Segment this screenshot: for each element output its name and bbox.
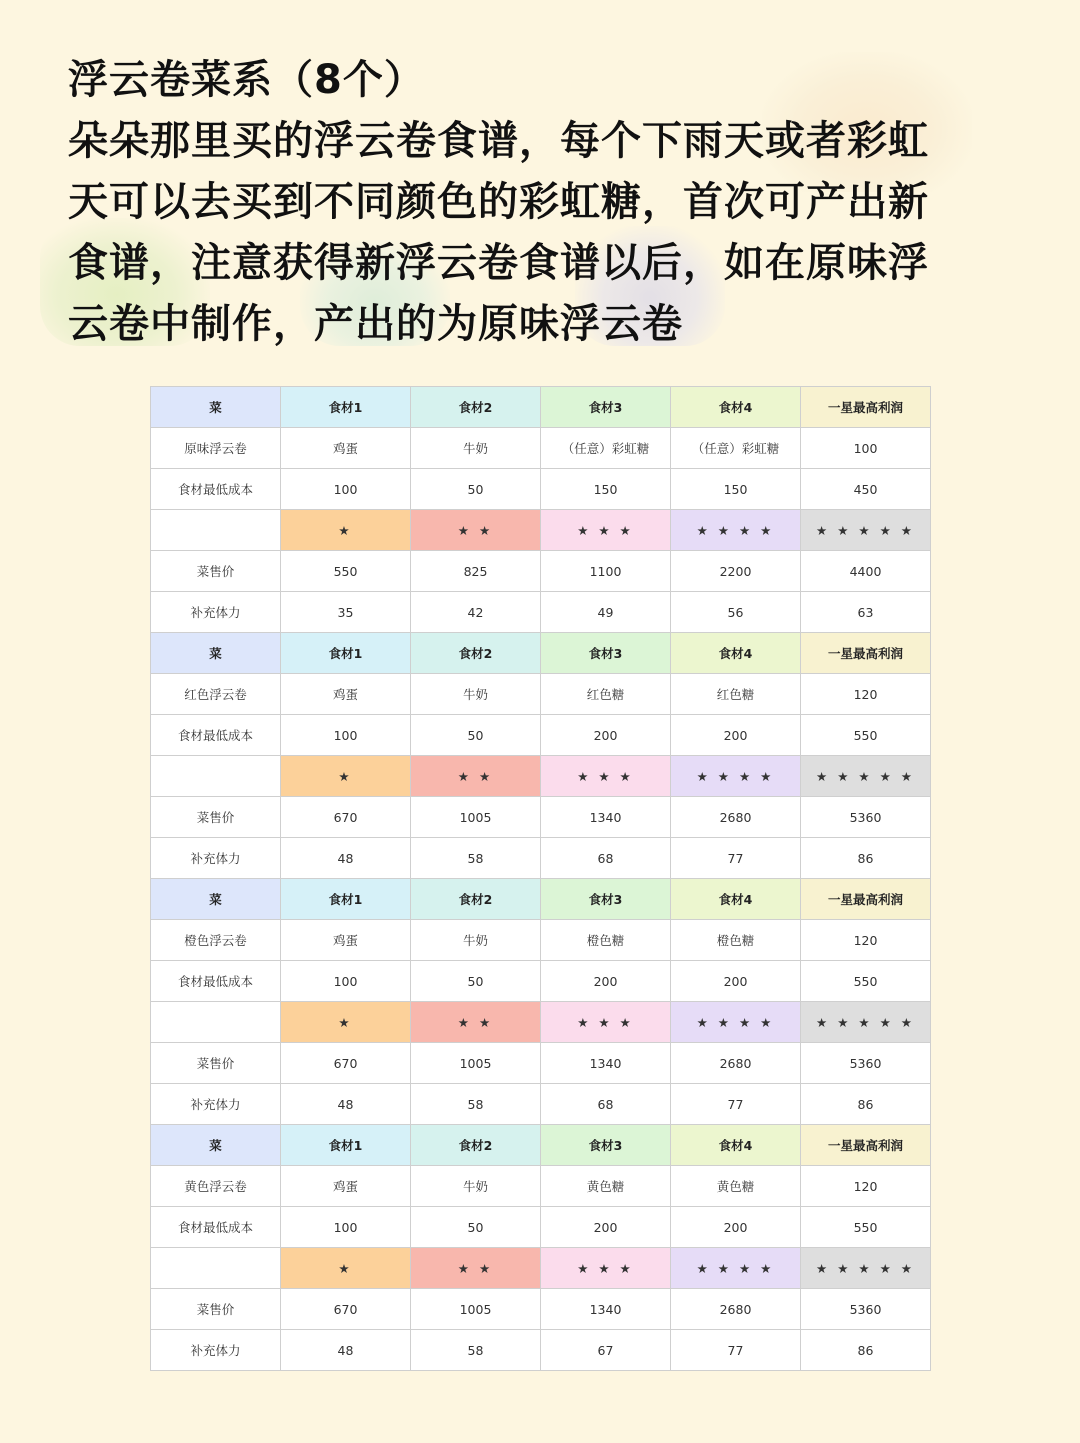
header-cell: 食材2 xyxy=(411,387,541,428)
star-row-label-cell xyxy=(151,510,281,551)
dish-row xyxy=(151,920,931,961)
table-cell: 200 xyxy=(671,1207,801,1248)
table-cell: 63 xyxy=(801,592,931,633)
table-cell: 5360 xyxy=(801,1289,931,1330)
star-row-label-cell xyxy=(151,756,281,797)
price-row xyxy=(151,797,931,838)
table-cell: 1340 xyxy=(541,1043,671,1084)
header-cell: 菜 xyxy=(151,633,281,674)
star-row xyxy=(151,756,931,797)
table-cell: 100 xyxy=(281,469,411,510)
table-cell: 橙色糖 xyxy=(671,920,801,961)
table-cell: 68 xyxy=(541,838,671,879)
cost-row xyxy=(151,961,931,1002)
table-cell: 1340 xyxy=(541,797,671,838)
table-cell: 黄色糖 xyxy=(671,1166,801,1207)
star-icon: ★ ★ xyxy=(411,756,541,797)
star-icon: ★ ★ xyxy=(411,1248,541,1289)
table-cell: （任意）彩虹糖 xyxy=(541,428,671,469)
star-row xyxy=(151,1002,931,1043)
star-icon: ★ xyxy=(281,1002,411,1043)
cost-row xyxy=(151,469,931,510)
table-cell: 鸡蛋 xyxy=(281,428,411,469)
star-row-label-cell xyxy=(151,1002,281,1043)
header-cell: 食材3 xyxy=(541,879,671,920)
table-cell: 食材最低成本 xyxy=(151,469,281,510)
table-cell: 黄色浮云卷 xyxy=(151,1166,281,1207)
table-cell: 120 xyxy=(801,920,931,961)
table-cell: 黄色糖 xyxy=(541,1166,671,1207)
table-cell: 100 xyxy=(801,428,931,469)
header-cell: 食材1 xyxy=(281,633,411,674)
table-cell: 150 xyxy=(541,469,671,510)
star-icon: ★ ★ ★ ★ xyxy=(671,1002,801,1043)
table-cell: 牛奶 xyxy=(411,1166,541,1207)
table-cell: 1340 xyxy=(541,1289,671,1330)
table-cell: 58 xyxy=(411,838,541,879)
table-cell: 食材最低成本 xyxy=(151,715,281,756)
table-cell: 200 xyxy=(541,961,671,1002)
table-cell: 2680 xyxy=(671,1043,801,1084)
table-cell: 鸡蛋 xyxy=(281,674,411,715)
table-cell: 48 xyxy=(281,1330,411,1371)
heading-line-2: 朵朵那里买的浮云卷食谱，每个下雨天或者彩虹 xyxy=(68,118,929,164)
cost-row xyxy=(151,715,931,756)
table-cell: 食材最低成本 xyxy=(151,1207,281,1248)
stamina-row xyxy=(151,1084,931,1125)
table-cell: 550 xyxy=(281,551,411,592)
star-icon: ★ ★ ★ ★ xyxy=(671,756,801,797)
table-cell: 550 xyxy=(801,961,931,1002)
star-icon: ★ ★ ★ ★ ★ xyxy=(801,510,931,551)
star-icon: ★ ★ ★ ★ ★ xyxy=(801,1002,931,1043)
star-icon: ★ ★ ★ ★ xyxy=(671,510,801,551)
header-cell: 菜 xyxy=(151,387,281,428)
dish-row xyxy=(151,674,931,715)
table-cell: 49 xyxy=(541,592,671,633)
table-header-row xyxy=(151,879,931,920)
stamina-row xyxy=(151,592,931,633)
table-cell: 200 xyxy=(541,715,671,756)
page-heading xyxy=(68,50,1028,355)
table-cell: 菜售价 xyxy=(151,1043,281,1084)
header-cell: 食材3 xyxy=(541,1125,671,1166)
table-cell: 2680 xyxy=(671,797,801,838)
star-icon: ★ ★ xyxy=(411,510,541,551)
table-cell: 5360 xyxy=(801,797,931,838)
star-row-label-cell xyxy=(151,1248,281,1289)
table-cell: 450 xyxy=(801,469,931,510)
table-cell: 50 xyxy=(411,469,541,510)
header-cell: 食材4 xyxy=(671,633,801,674)
header-cell: 食材3 xyxy=(541,387,671,428)
table-cell: 670 xyxy=(281,1043,411,1084)
table-cell: 菜售价 xyxy=(151,551,281,592)
table-cell: 50 xyxy=(411,1207,541,1248)
star-icon: ★ ★ ★ xyxy=(541,1248,671,1289)
table-cell: 菜售价 xyxy=(151,1289,281,1330)
heading-line-3: 天可以去买到不同颜色的彩虹糖，首次可产出新 xyxy=(68,179,929,225)
header-cell: 食材1 xyxy=(281,879,411,920)
star-icon: ★ ★ ★ xyxy=(541,510,671,551)
star-row xyxy=(151,1248,931,1289)
table-cell: 食材最低成本 xyxy=(151,961,281,1002)
header-cell: 食材2 xyxy=(411,879,541,920)
star-icon: ★ ★ ★ xyxy=(541,1002,671,1043)
table-cell: 550 xyxy=(801,1207,931,1248)
table-cell: 1005 xyxy=(411,1289,541,1330)
table-cell: 红色糖 xyxy=(671,674,801,715)
table-cell: 5360 xyxy=(801,1043,931,1084)
header-cell: 食材2 xyxy=(411,1125,541,1166)
price-row xyxy=(151,1289,931,1330)
table-cell: 200 xyxy=(671,715,801,756)
table-cell: 牛奶 xyxy=(411,674,541,715)
table-cell: 50 xyxy=(411,715,541,756)
table-cell: 120 xyxy=(801,674,931,715)
table-cell: 48 xyxy=(281,1084,411,1125)
heading-line-1: 浮云卷菜系（8个） xyxy=(68,57,425,103)
recipe-table xyxy=(150,386,931,1371)
table-cell: 100 xyxy=(281,715,411,756)
header-cell: 食材4 xyxy=(671,387,801,428)
table-cell: 77 xyxy=(671,1084,801,1125)
star-icon: ★ ★ ★ ★ ★ xyxy=(801,1248,931,1289)
header-cell: 一星最高利润 xyxy=(801,1125,931,1166)
table-cell: 橙色浮云卷 xyxy=(151,920,281,961)
header-cell: 一星最高利润 xyxy=(801,633,931,674)
table-cell: 100 xyxy=(281,1207,411,1248)
table-cell: 48 xyxy=(281,838,411,879)
star-row xyxy=(151,510,931,551)
table-cell: 86 xyxy=(801,1330,931,1371)
table-cell: 补充体力 xyxy=(151,592,281,633)
table-cell: 牛奶 xyxy=(411,920,541,961)
table-cell: 670 xyxy=(281,797,411,838)
table-cell: 1100 xyxy=(541,551,671,592)
star-icon: ★ xyxy=(281,756,411,797)
table-cell: 68 xyxy=(541,1084,671,1125)
table-cell: 50 xyxy=(411,961,541,1002)
table-cell: 补充体力 xyxy=(151,838,281,879)
header-cell: 食材3 xyxy=(541,633,671,674)
table-cell: 56 xyxy=(671,592,801,633)
table-cell: 补充体力 xyxy=(151,1330,281,1371)
star-icon: ★ ★ ★ xyxy=(541,756,671,797)
star-icon: ★ xyxy=(281,1248,411,1289)
stamina-row xyxy=(151,1330,931,1371)
table-cell: 2200 xyxy=(671,551,801,592)
stamina-row xyxy=(151,838,931,879)
table-cell: 120 xyxy=(801,1166,931,1207)
header-cell: 一星最高利润 xyxy=(801,387,931,428)
table-cell: 550 xyxy=(801,715,931,756)
table-cell: 200 xyxy=(541,1207,671,1248)
table-cell: 补充体力 xyxy=(151,1084,281,1125)
table-cell: 100 xyxy=(281,961,411,1002)
table-cell: 鸡蛋 xyxy=(281,920,411,961)
table-cell: 4400 xyxy=(801,551,931,592)
table-header-row xyxy=(151,387,931,428)
dish-row xyxy=(151,428,931,469)
table-cell: 35 xyxy=(281,592,411,633)
table-cell: 77 xyxy=(671,1330,801,1371)
table-cell: 2680 xyxy=(671,1289,801,1330)
table-cell: 牛奶 xyxy=(411,428,541,469)
table-cell: 鸡蛋 xyxy=(281,1166,411,1207)
price-row xyxy=(151,1043,931,1084)
star-icon: ★ ★ ★ ★ xyxy=(671,1248,801,1289)
header-cell: 食材1 xyxy=(281,1125,411,1166)
star-icon: ★ ★ ★ ★ ★ xyxy=(801,756,931,797)
table-cell: 1005 xyxy=(411,797,541,838)
table-cell: 77 xyxy=(671,838,801,879)
header-cell: 一星最高利润 xyxy=(801,879,931,920)
header-cell: 食材2 xyxy=(411,633,541,674)
table-cell: 菜售价 xyxy=(151,797,281,838)
header-cell: 菜 xyxy=(151,1125,281,1166)
header-cell: 食材4 xyxy=(671,1125,801,1166)
header-cell: 食材1 xyxy=(281,387,411,428)
star-icon: ★ ★ xyxy=(411,1002,541,1043)
table-cell: 红色浮云卷 xyxy=(151,674,281,715)
price-row xyxy=(151,551,931,592)
heading-line-5: 云卷中制作，产出的为原味浮云卷 xyxy=(68,301,683,347)
table-cell: 原味浮云卷 xyxy=(151,428,281,469)
table-cell: 670 xyxy=(281,1289,411,1330)
table-cell: 825 xyxy=(411,551,541,592)
table-cell: （任意）彩虹糖 xyxy=(671,428,801,469)
table-cell: 58 xyxy=(411,1330,541,1371)
table-header-row xyxy=(151,1125,931,1166)
table-cell: 200 xyxy=(671,961,801,1002)
table-cell: 150 xyxy=(671,469,801,510)
cost-row xyxy=(151,1207,931,1248)
table-cell: 58 xyxy=(411,1084,541,1125)
heading-line-4: 食谱，注意获得新浮云卷食谱以后，如在原味浮 xyxy=(68,240,929,286)
star-icon: ★ xyxy=(281,510,411,551)
header-cell: 菜 xyxy=(151,879,281,920)
dish-row xyxy=(151,1166,931,1207)
table-cell: 86 xyxy=(801,1084,931,1125)
table-cell: 橙色糖 xyxy=(541,920,671,961)
table-cell: 1005 xyxy=(411,1043,541,1084)
table-cell: 42 xyxy=(411,592,541,633)
table-cell: 67 xyxy=(541,1330,671,1371)
header-cell: 食材4 xyxy=(671,879,801,920)
table-cell: 红色糖 xyxy=(541,674,671,715)
table-header-row xyxy=(151,633,931,674)
table-cell: 86 xyxy=(801,838,931,879)
